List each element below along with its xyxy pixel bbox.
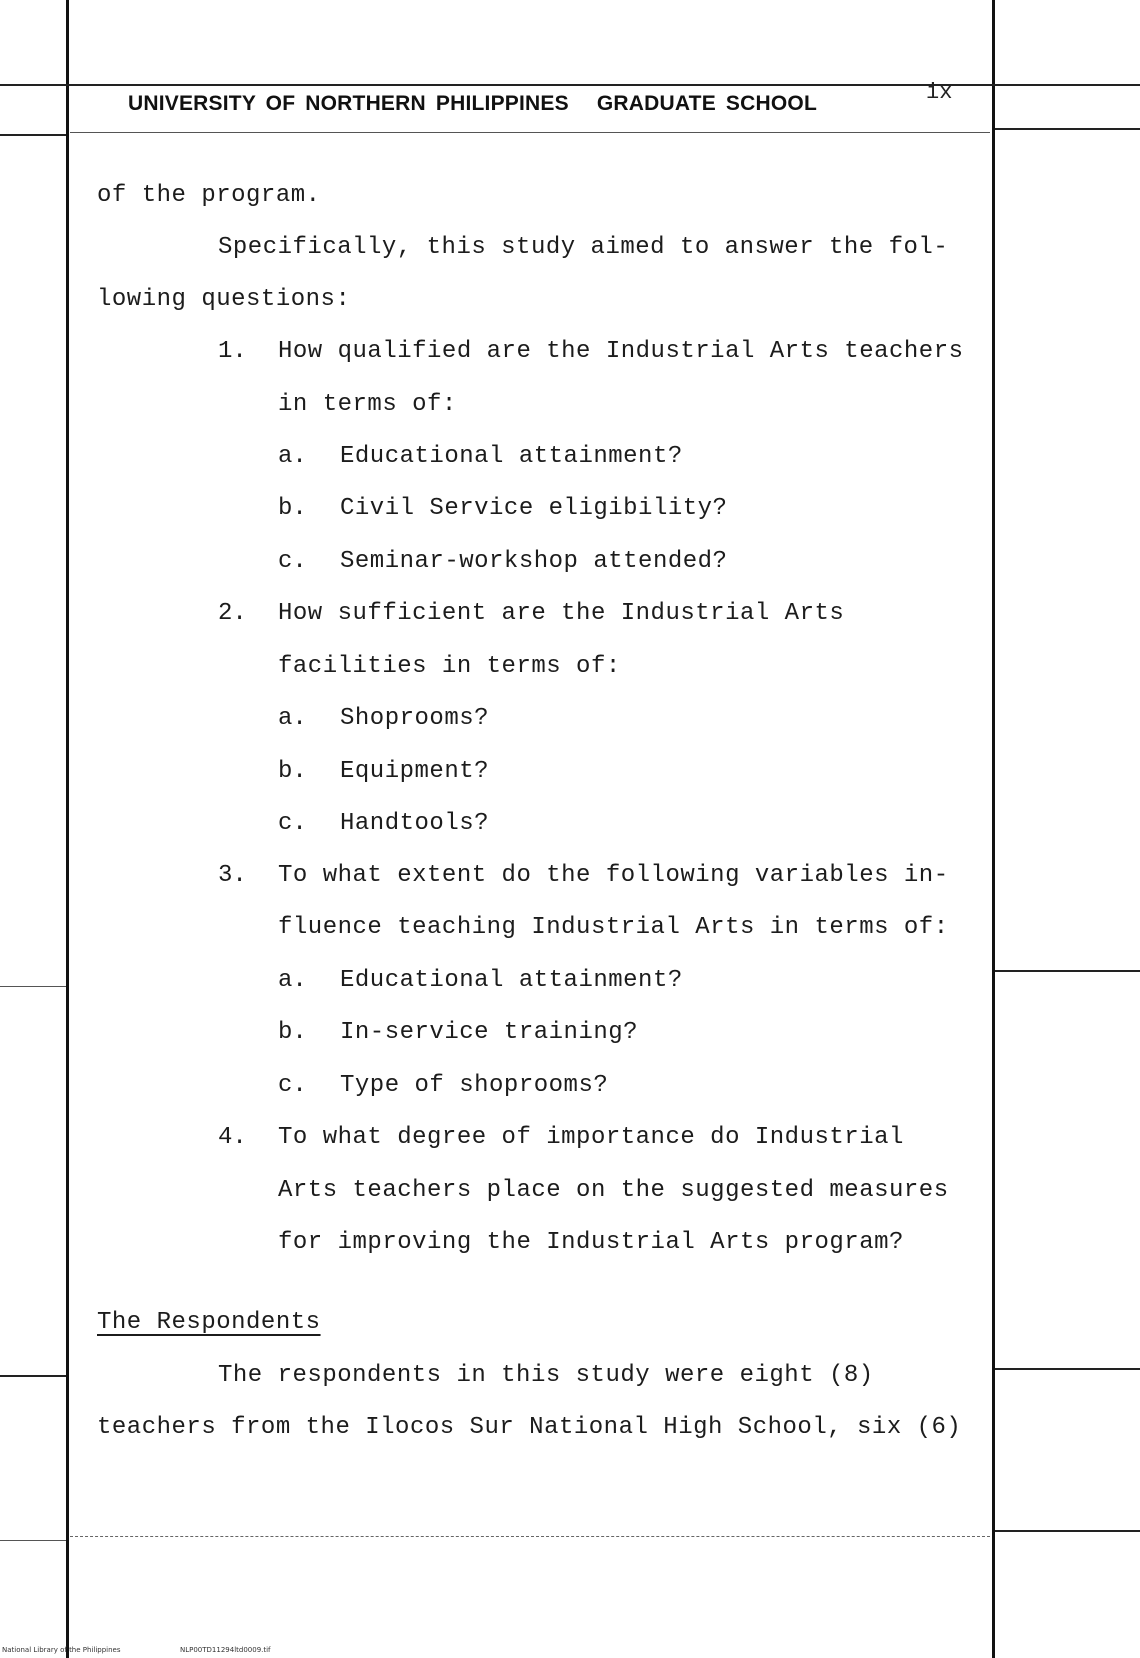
q1-item-c-text: Seminar-workshop attended? — [340, 548, 728, 575]
q1-item-b-letter: b. — [278, 495, 307, 522]
left-mid-rule — [0, 986, 66, 987]
footer-rule — [70, 1536, 990, 1537]
left-margin-rule — [66, 0, 69, 1658]
right-footer-stub — [995, 1530, 1140, 1532]
q3-line-2: fluence teaching Industrial Arts in terms of: — [278, 914, 949, 941]
q2-item-b-letter: b. — [278, 758, 307, 785]
q1-item-c-letter: c. — [278, 548, 307, 575]
q2-item-c-text: Handtools? — [340, 810, 490, 837]
q2-item-b-text: Equipment? — [340, 758, 490, 785]
q3-item-c-letter: c. — [278, 1072, 307, 1099]
q1-line-1: How qualified are the Industrial Arts teachers — [278, 338, 964, 365]
q1-number: 1. — [218, 338, 247, 365]
q2-line-1: How sufficient are the Industrial Arts — [278, 600, 845, 627]
q4-line-1: To what degree of importance do Industrial — [278, 1124, 904, 1151]
q1-item-a-letter: a. — [278, 443, 307, 470]
left-footer-stub — [0, 1540, 66, 1541]
q2-item-a-letter: a. — [278, 705, 307, 732]
intro-line-1: Specifically, this study aimed to answer the fol- — [218, 234, 949, 261]
university-name: UNIVERSITY OF NORTHERN PHILIPPINES — [128, 92, 569, 115]
q2-number: 2. — [218, 600, 247, 627]
q3-item-c-text: Type of shoprooms? — [340, 1072, 609, 1099]
header-bottom-rule — [70, 132, 990, 133]
q1-item-a-text: Educational attainment? — [340, 443, 683, 470]
q4-line-3: for improving the Industrial Arts program? — [278, 1229, 904, 1256]
right-lower-rule — [995, 1368, 1140, 1370]
section-heading-respondents: The Respondents — [97, 1309, 321, 1336]
header-top-rule — [0, 84, 1140, 86]
q1-item-b-text: Civil Service eligibility? — [340, 495, 728, 522]
respondents-line-2: teachers from the Ilocos Sur National High School, six (6) — [97, 1414, 962, 1441]
left-stub-rule — [0, 134, 66, 136]
q4-number: 4. — [218, 1124, 247, 1151]
q1-line-2: in terms of: — [278, 391, 457, 418]
q2-item-c-letter: c. — [278, 810, 307, 837]
q2-line-2: facilities in terms of: — [278, 653, 621, 680]
q3-line-1: To what extent do the following variables in- — [278, 862, 949, 889]
intro-line-2: lowing questions: — [97, 286, 351, 313]
q3-item-a-text: Educational attainment? — [340, 967, 683, 994]
q3-item-b-text: In-service training? — [340, 1019, 639, 1046]
q3-item-b-letter: b. — [278, 1019, 307, 1046]
continuation-line: of the program. — [97, 182, 321, 209]
right-margin-rule — [992, 0, 995, 1658]
graduate-school: GRADUATE SCHOOL — [596, 92, 817, 115]
right-mid-rule — [995, 970, 1140, 972]
q3-item-a-letter: a. — [278, 967, 307, 994]
library-stamp: National Library of the Philippines — [2, 1646, 121, 1654]
right-stub-rule — [995, 128, 1140, 130]
q3-number: 3. — [218, 862, 247, 889]
page-number: ix — [926, 80, 953, 105]
q2-item-a-text: Shoprooms? — [340, 705, 490, 732]
q4-line-2: Arts teachers place on the suggested measures — [278, 1177, 949, 1204]
left-lower-rule — [0, 1375, 66, 1377]
letterhead — [128, 92, 817, 116]
scan-filename: NLP00TD11294ltd0009.tif — [180, 1646, 271, 1654]
respondents-line-1: The respondents in this study were eight (8) — [218, 1362, 874, 1389]
